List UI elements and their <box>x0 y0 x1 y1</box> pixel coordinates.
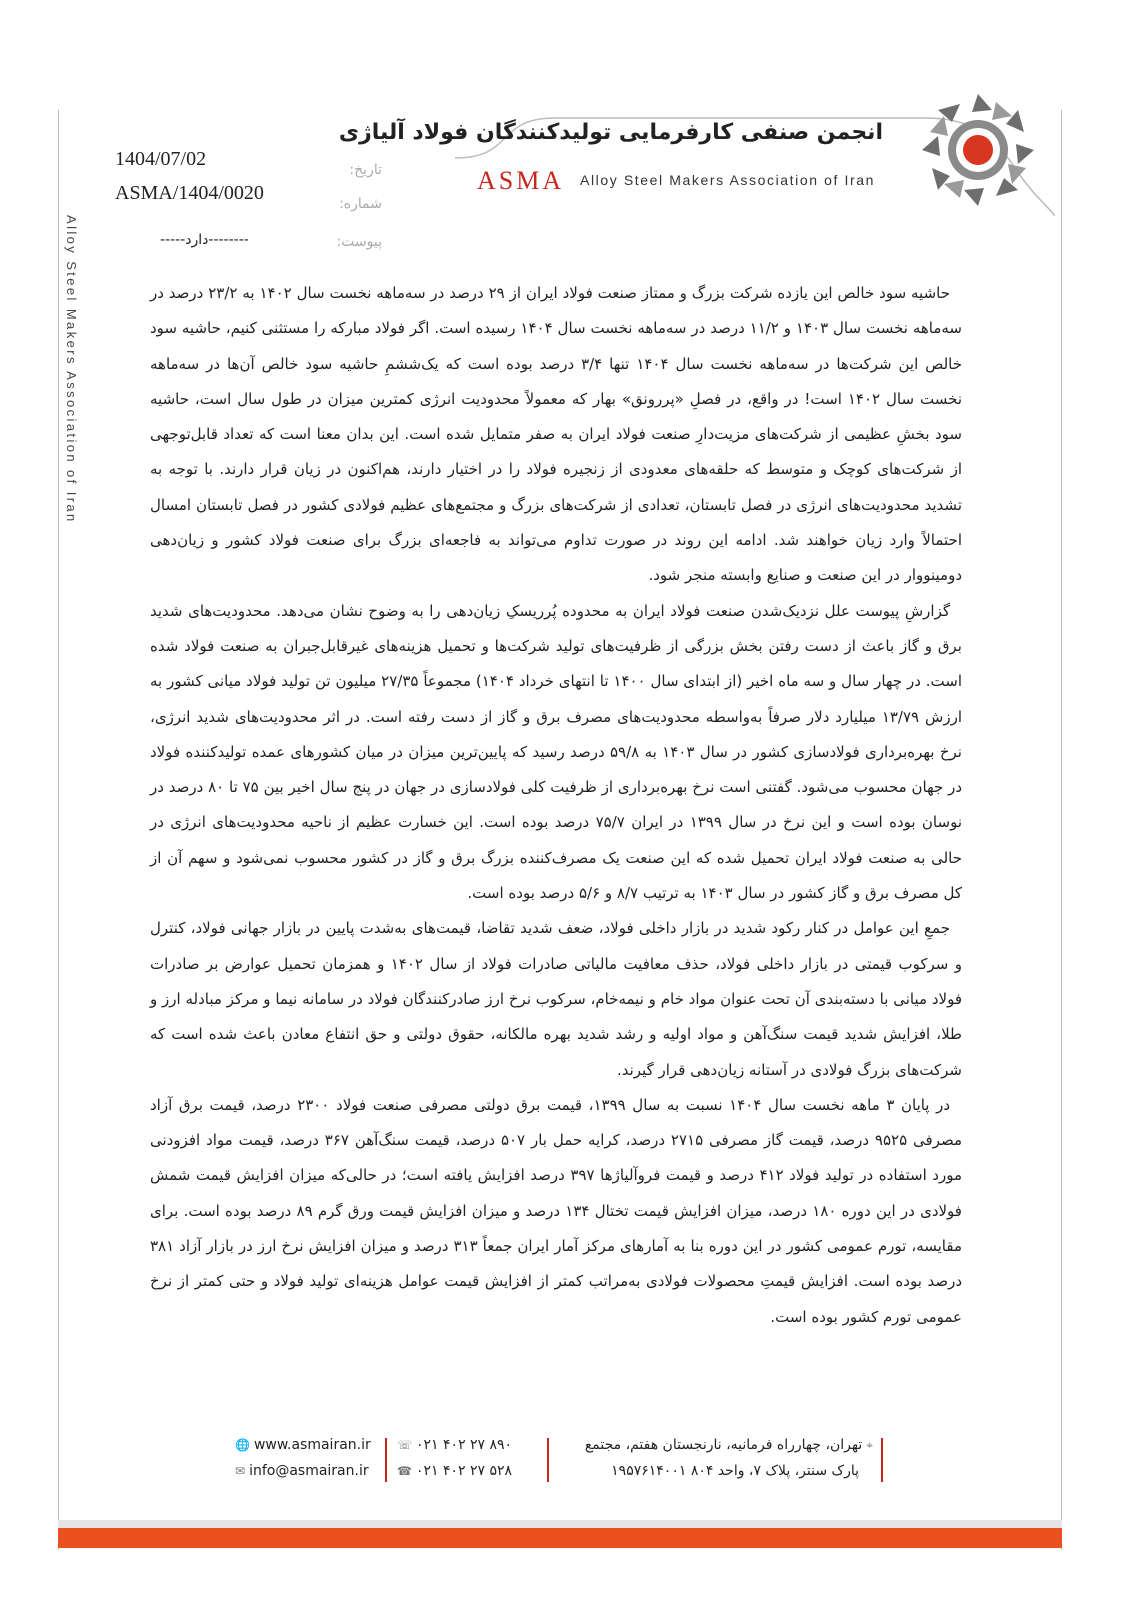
footer-separator <box>881 1438 883 1482</box>
letter-body <box>150 276 962 1335</box>
location-icon: ⌖ <box>866 1437 873 1452</box>
footer-address-1 <box>557 1432 873 1458</box>
org-name-fa: انجمن صنفی کارفرمایی تولیدکنندگان فولاد آلیاژی <box>338 120 883 145</box>
body-paragraph-1: حاشیه سود خالص این یازده شرکت بزرگ و ممتاز صنعت فولاد ایران از ۲۹ درصد در سه‌ماهه نخست سال ۱۴۰۲ به ۲۳/۲ درصد در سه‌ماهه نخست سال ۱۴۰۳ و ۱۱/۲ درصد در سه‌ماهه نخست سال ۱۴۰۴ رسیده است. اگر فولاد مبارکه را مستثنی کنیم، حاشیه سود خالص این شرکت‌ها در سه‌ماهه نخست سال ۱۴۰۴ تنها ۳/۴ درصد بوده است که یک‌ششمِ حاشیه سود خالص آن‌ها در سه‌ماهه نخست سال ۱۴۰۲ است! در واقع، در فصلِ «پررونق» بهار که معمولاً محدودیت انرژی کمترین میزان در طول سال است، حاشیه سود بخشِ عظیمی از شرکت‌های مزیت‌دارِ صنعت فولاد ایران به صفر متمایل شده است. این بدان معنا است که تعداد قابل‌توجهی از شرکت‌های کوچک و متوسط که حلقه‌های معدودی از زنجیره فولاد را در اختیار دارند، هم‌اکنون در زیان قرار دارند. با توجه به تشدید محدودیت‌های انرژی در فصل تابستان، تعدادی از شرکت‌های بزرگ و مجتمع‌های عظیم فولادی کشور در فصل تابستان امسال احتمالاً وارد زیان خواهند شد. ادامه این روند در صورت تداوم می‌تواند به فاجعه‌ای بزرگ برای صنعت فولاد کشور و زیان‌دهی دومینووار در این صنعت و صنایع وابسته منجر شود. <box>150 284 962 585</box>
globe-icon: 🌐 <box>235 1438 250 1452</box>
footer-separator <box>385 1438 387 1482</box>
brand-asma: ASMA <box>477 166 565 195</box>
footer-fax <box>397 1458 512 1484</box>
date-row <box>110 148 410 182</box>
bottom-bar-shadow <box>58 1520 1062 1528</box>
attachment-value: -----دارد-------- <box>160 232 249 248</box>
envelope-icon: ✉ <box>235 1464 246 1478</box>
asma-logo-icon <box>918 90 1038 210</box>
fax-icon: ☎ <box>397 1464 412 1478</box>
number-label: شماره: <box>339 196 382 212</box>
footer-web-col <box>235 1432 371 1484</box>
body-paragraph-2: گزارشِ پیوست علل نزدیک‌شدن صنعت فولاد ایران به محدوده پُرریسکِ زیان‌دهی را به وضوح نشان می‌دهد. محدودیت‌های شدید برق و گاز باعث از دست رفتن بخش بزرگی از ظرفیت‌های تولید شرکت‌ها و تحمیل هزینه‌های غیرقابل‌جبران به صنعت فولاد شده است. در چهار سال و سه ماه اخیر (از ابتدای سال ۱۴۰۰ تا انتهای خرداد ۱۴۰۴) مجموعاً ۲۷/۳۵ میلیون تن تولید فولاد میانی کشور به ارزش ۱۳/۷۹ میلیارد دلار صرفاً به‌واسطه محدودیت‌های مصرف برق و گاز از دست رفته است. در اثر محدودیت‌های شدید انرژی، نرخ بهره‌برداری فولادسازی کشور در سال ۱۴۰۳ به ۵۹/۸ درصد رسید که پایین‌ترین میزان در میان کشورهای عمده تولیدکننده فولاد در جهان محسوب می‌شود. گفتنی است نرخ بهره‌برداری از ظرفیت کلی فولادسازی در جهان در پنج سال اخیر بین ۷۵ تا ۸۰ درصد در نوسان بوده است و این نرخ در سال ۱۳۹۹ در ایران ۷۵/۷ درصد بوده است. این خسارت عظیم از ناحیه محدودیت‌های انرژی در حالی به صنعت فولاد ایران تحمیل شده که این صنعت یک مصرف‌کننده بزرگ برق و گاز در کشور محسوب نمی‌شود و سهم آن از کل مصرف برق و گاز کشور در سال ۱۴۰۳ به ترتیب ۸/۷ و ۵/۶ درصد بوده است. <box>150 601 963 903</box>
footer-phone-col <box>397 1432 512 1484</box>
footer-address-2 <box>557 1458 873 1484</box>
website-text[interactable]: www.asmairan.ir <box>253 1437 371 1453</box>
email-text[interactable]: info@asmairan.ir <box>249 1463 369 1479</box>
footer-website[interactable] <box>235 1432 371 1458</box>
number-value: ASMA/1404/0020 <box>115 182 264 204</box>
footer-email[interactable] <box>235 1458 371 1484</box>
attachment-row <box>110 228 410 262</box>
bottom-bar <box>58 1528 1062 1548</box>
org-name-en: Alloy Steel Makers Association of Iran <box>580 172 876 188</box>
footer-address-col <box>557 1432 873 1484</box>
footer-phone <box>397 1432 512 1458</box>
attachment-label: پیوست: <box>336 234 382 250</box>
date-value: 1404/07/02 <box>115 148 207 170</box>
phone-icon: ☏ <box>397 1438 413 1452</box>
fax-text: ۰۲۱ ۴۰۲ ۲۷ ۵۲۸ <box>415 1463 513 1479</box>
date-label: تاریخ: <box>349 162 382 178</box>
letter-meta <box>110 148 410 250</box>
side-org-text: Alloy Steel Makers Association of Iran <box>64 215 79 524</box>
address-line-1: تهران، چهارراه فرمانیه، نارنجستان هفتم، مجتمع <box>584 1437 863 1453</box>
footer <box>235 1432 875 1488</box>
address-line-2: پارک سنتر، پلاک ۷، واحد ۸۰۴ ۱۹۵۷۶۱۴۰۰۱ <box>611 1463 859 1479</box>
body-paragraph-3: جمعِ این عوامل در کنار رکود شدید در بازار داخلی فولاد، ضعف شدید تقاضا، قیمت‌های به‌شدت پایین در بازار جهانی فولاد، کنترل و سرکوب قیمتی در بازار داخلی فولاد، حذف معافیت مالیاتی صادرات فولاد از سال ۱۴۰۲ و همزمان تحمیل عوارض بر صادرات فولاد میانی با دسته‌بندی آن تحت عنوان مواد خام و نیمه‌خام، سرکوب نرخ ارز صادرکنندگان فولاد در سامانه نیما و مرکز مبادله ارز و طلا، افزایش شدید قیمت سنگ‌آهن و مواد اولیه و رشد شدید بهره مالکانه، حقوق دولتی و حق انتفاع معادن باعث شده است که شرکت‌های بزرگ فولادی در آستانه زیان‌دهی قرار گیرند. <box>150 919 962 1079</box>
number-row <box>110 182 410 216</box>
body-paragraph-4: در پایان ۳ ماهه نخست سال ۱۴۰۴ نسبت به سال ۱۳۹۹، قیمت برق دولتی مصرفی صنعت فولاد ۲۳۰۰ درصد، قیمت برق آزاد مصرفی ۹۵۲۵ درصد، قیمت گاز مصرفی ۲۷۱۵ درصد، کرایه حمل بار ۵۰۷ درصد، قیمت سنگ‌آهن ۳۶۷ درصد، قیمت مواد افزودنی مورد استفاده در تولید فولاد ۴۱۲ درصد و قیمت فروآلیاژها ۳۹۷ درصد افزایش یافته است؛ در حالی‌که میزان افزایش قیمت شمش فولادی در این دوره ۱۸۰ درصد، میزان افزایش قیمت تختال ۱۳۴ درصد و میزان افزایش قیمت ورق گرم ۸۹ درصد بوده است. برای مقایسه، تورم عمومی کشور در این دوره بنا به آمارهای مرکز آمار ایران جمعاً ۳۱۳ درصد و میزان افزایش نرخ ارز در بازار آزاد ۳۸۱ درصد بوده است. افزایش قیمتِ محصولات فولادی به‌مراتب کمتر از افزایش قیمت عوامل هزینه‌ای تولید فولاد و حتی کمتر از نرخ عمومی تورم کشور بوده است. <box>150 1095 963 1326</box>
footer-separator <box>547 1438 549 1482</box>
phone-text: ۰۲۱ ۴۰۲ ۲۷ ۸۹۰ <box>416 1437 513 1453</box>
